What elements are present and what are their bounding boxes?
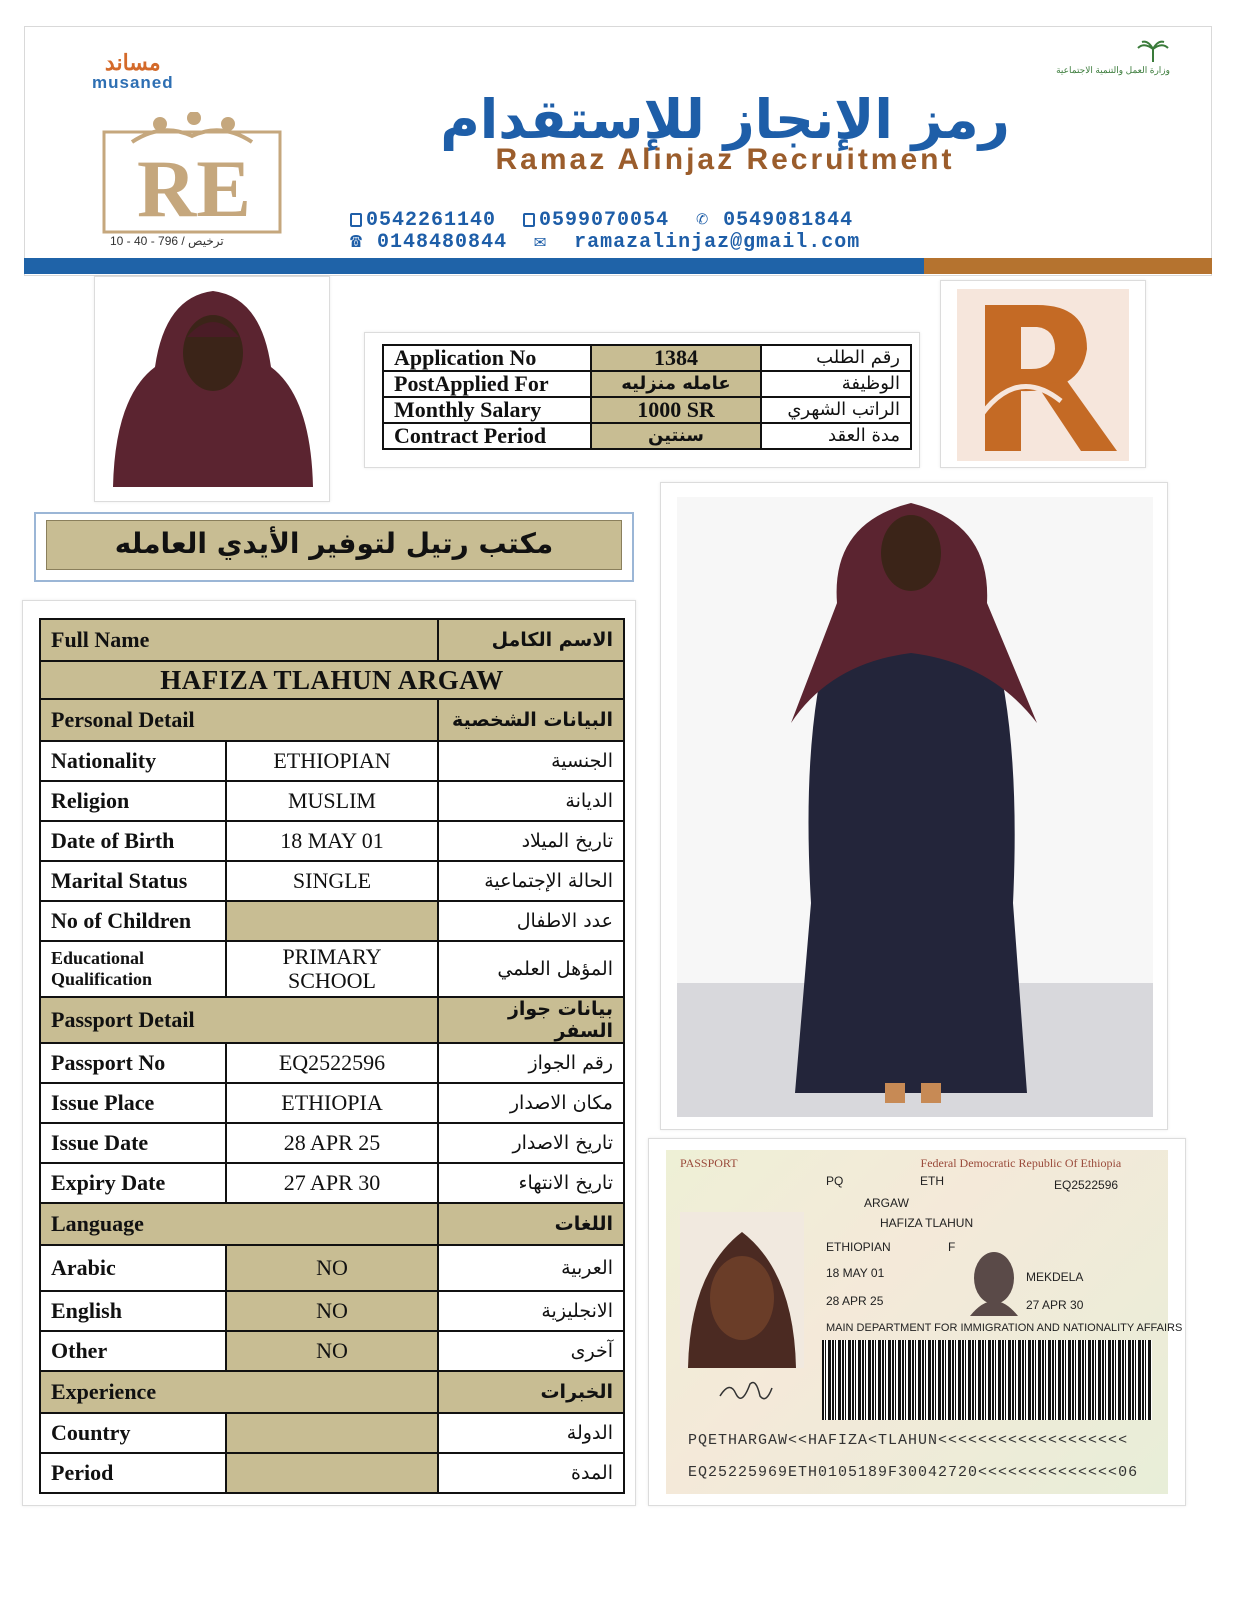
education-label-ar: المؤهل العلمي: [438, 941, 624, 997]
children-label-ar: عدد الاطفال: [438, 901, 624, 941]
passport-sex: F: [948, 1240, 956, 1254]
dob-value: 18 MAY 01: [226, 821, 438, 861]
email-icon: ✉: [534, 231, 548, 254]
passport-number: EQ2522596: [1054, 1178, 1119, 1192]
table-row: [40, 1083, 624, 1123]
landline-number: 0148480844: [377, 231, 508, 254]
period-value: [226, 1453, 438, 1493]
ministry-name: وزارة العمل والتنمية الاجتماعية: [1056, 65, 1170, 75]
expiry-date-value: 27 APR 30: [226, 1163, 438, 1203]
table-row: [40, 1163, 624, 1203]
passport-ghost-photo: [966, 1246, 1022, 1316]
header-bar-brown: [924, 258, 1212, 274]
passport-detail-title-ar: بيانات جواز السفر: [438, 997, 624, 1043]
passport-no-label: Passport No: [40, 1043, 226, 1083]
mobile-icon: [350, 213, 362, 227]
table-row: [383, 397, 911, 423]
marital-status-value: SINGLE: [226, 861, 438, 901]
ministry-logo: [1040, 40, 1170, 76]
signature-icon: [716, 1376, 776, 1406]
language-title: Language: [40, 1203, 438, 1245]
office-banner-text: مكتب رتيل لتوفير الأيدي العامله: [46, 520, 622, 570]
issue-place-label: Issue Place: [40, 1083, 226, 1123]
nationality-label: Nationality: [40, 741, 226, 781]
passport-no-label-ar: رقم الجواز: [438, 1043, 624, 1083]
arabic-label-ar: العربية: [438, 1245, 624, 1291]
table-row: [40, 861, 624, 901]
full-name-value: HAFIZA TLAHUN ARGAW: [40, 661, 624, 699]
children-value: [226, 901, 438, 941]
re-logo-letters: RE: [137, 143, 251, 234]
post-applied-value: عامله منزليه: [591, 371, 761, 397]
passport-doc-title: PASSPORT: [680, 1156, 738, 1170]
musaned-logo: [92, 52, 174, 93]
company-name-en: Ramaz Alinjaz Recruitment: [495, 143, 955, 176]
full-body-photo: [661, 483, 1167, 1129]
experience-title: Experience: [40, 1371, 438, 1413]
barcode-icon: [822, 1340, 1152, 1420]
phone-1-number: 0542261140: [366, 209, 497, 232]
personal-detail-title-ar: البيانات الشخصية: [438, 699, 624, 741]
table-row: [383, 371, 911, 397]
passport-surname: ARGAW: [864, 1196, 909, 1210]
personal-detail-title: Personal Detail: [40, 699, 438, 741]
period-label-ar: المدة: [438, 1453, 624, 1493]
phone-2-number: 0599070054: [539, 209, 670, 232]
table-row: [40, 901, 624, 941]
email-address: ramazalinjaz@gmail.com: [574, 231, 861, 254]
arabic-label: Arabic: [40, 1245, 226, 1291]
table-row: [40, 1291, 624, 1331]
passport-detail-header: [40, 997, 624, 1043]
post-applied-label: PostApplied For: [383, 371, 591, 397]
monthly-salary-label: Monthly Salary: [383, 397, 591, 423]
passport-authority: MAIN DEPARTMENT FOR IMMIGRATION AND NATIONALITY AFFAIRS: [826, 1322, 1183, 1334]
arabic-value: NO: [226, 1245, 438, 1291]
other-language-label-ar: آخرى: [438, 1331, 624, 1371]
passport-given-names: HAFIZA TLAHUN: [880, 1216, 974, 1230]
passport-type: PQ: [826, 1174, 844, 1188]
table-row: [40, 1453, 624, 1493]
passport-photo: [680, 1212, 804, 1368]
passport-country-code: ETH: [920, 1174, 944, 1188]
country-value: [226, 1413, 438, 1453]
table-row: [40, 741, 624, 781]
landline: [350, 231, 507, 254]
monthly-salary-value: 1000 SR: [591, 397, 761, 423]
religion-label-ar: الديانة: [438, 781, 624, 821]
application-no-label: Application No: [383, 345, 591, 371]
post-applied-label-ar: الوظيفة: [761, 371, 911, 397]
full-name-header-row: [40, 619, 624, 661]
re-logo-icon: [102, 112, 286, 236]
table-row: [383, 345, 911, 371]
musaned-logo-en: musaned: [92, 73, 174, 92]
religion-value: MUSLIM: [226, 781, 438, 821]
language-title-ar: اللغات: [438, 1203, 624, 1245]
musaned-logo-ar: مساند: [104, 50, 161, 75]
table-row: [40, 1043, 624, 1083]
contract-period-label: Contract Period: [383, 423, 591, 449]
company-name-ar: رمز الإنجاز للإستقدام: [440, 88, 1010, 151]
passport-expiry-date: 27 APR 30: [1026, 1298, 1084, 1312]
dob-label: Date of Birth: [40, 821, 226, 861]
telephone-icon: ☎: [350, 231, 364, 254]
portrait-photo-frame: [94, 276, 330, 502]
passport-place-of-birth: MEKDELA: [1026, 1270, 1084, 1284]
header-bar-blue: [24, 258, 924, 274]
table-row: [40, 781, 624, 821]
personal-detail-header: [40, 699, 624, 741]
full-body-photo-frame: [660, 482, 1168, 1130]
table-row: [40, 821, 624, 861]
license-number: 10 - 40 - 796 / ترخيص: [110, 234, 224, 248]
table-row: [40, 1123, 624, 1163]
other-language-value: NO: [226, 1331, 438, 1371]
table-row: [383, 423, 911, 449]
passport-header: [680, 1156, 1121, 1171]
experience-header: [40, 1371, 624, 1413]
issue-date-label: Issue Date: [40, 1123, 226, 1163]
table-row: [40, 1245, 624, 1291]
dob-label-ar: تاريخ الميلاد: [438, 821, 624, 861]
passport-no-value: EQ2522596: [226, 1043, 438, 1083]
marital-status-label: Marital Status: [40, 861, 226, 901]
expiry-date-label-ar: تاريخ الانتهاء: [438, 1163, 624, 1203]
mrz-line-2: EQ25225969ETH0105189F30042720<<<<<<<<<<<<<<06: [688, 1464, 1139, 1481]
passport-dob: 18 MAY 01: [826, 1266, 885, 1280]
mobile-icon: [523, 213, 535, 227]
country-label: Country: [40, 1413, 226, 1453]
experience-title-ar: الخبرات: [438, 1371, 624, 1413]
palm-icon: [1136, 40, 1170, 62]
passport-nationality: ETHIOPIAN: [826, 1240, 891, 1254]
country-label-ar: الدولة: [438, 1413, 624, 1453]
issue-place-label-ar: مكان الاصدار: [438, 1083, 624, 1123]
english-value: NO: [226, 1291, 438, 1331]
table-row: [40, 1331, 624, 1371]
application-no-value: 1384: [591, 345, 761, 371]
children-label: No of Children: [40, 901, 226, 941]
email: [534, 231, 860, 254]
application-table: [382, 344, 912, 450]
contract-period-label-ar: مدة العقد: [761, 423, 911, 449]
marital-status-label-ar: الحالة الإجتماعية: [438, 861, 624, 901]
full-name-label: Full Name: [40, 619, 438, 661]
expiry-date-label: Expiry Date: [40, 1163, 226, 1203]
nationality-value: ETHIOPIAN: [226, 741, 438, 781]
religion-label: Religion: [40, 781, 226, 821]
monthly-salary-label-ar: الراتب الشهري: [761, 397, 911, 423]
period-label: Period: [40, 1453, 226, 1493]
whatsapp-icon: ✆: [696, 209, 710, 232]
education-value: PRIMARY SCHOOL: [226, 941, 438, 997]
application-no-label-ar: رقم الطلب: [761, 345, 911, 371]
other-language-label: Other: [40, 1331, 226, 1371]
mrz-line-1: PQETHARGAW<<HAFIZA<TLAHUN<<<<<<<<<<<<<<<<<<<: [688, 1432, 1129, 1449]
portrait-photo: [95, 277, 329, 501]
nationality-label-ar: الجنسية: [438, 741, 624, 781]
full-name-row: [40, 661, 624, 699]
passport-issue-date: 28 APR 25: [826, 1294, 884, 1308]
passport-detail-title: Passport Detail: [40, 997, 438, 1043]
r-logo-icon: [941, 281, 1145, 467]
table-row: [40, 1413, 624, 1453]
issue-place-value: ETHIOPIA: [226, 1083, 438, 1123]
issue-date-value: 28 APR 25: [226, 1123, 438, 1163]
r-logo-frame: [940, 280, 1146, 468]
english-label-ar: الانجليزية: [438, 1291, 624, 1331]
contract-period-value: سنتين: [591, 423, 761, 449]
full-name-label-ar: الاسم الكامل: [438, 619, 624, 661]
english-label: English: [40, 1291, 226, 1331]
issue-date-label-ar: تاريخ الاصدار: [438, 1123, 624, 1163]
passport-country-header: Federal Democratic Republic Of Ethiopia: [920, 1156, 1122, 1170]
cv-table: [39, 618, 625, 1494]
education-label: Educational Qualification: [40, 941, 226, 997]
contact-line: [350, 228, 1110, 254]
phone-3-number: 0549081844: [723, 209, 854, 232]
table-row: [40, 941, 624, 997]
language-header: [40, 1203, 624, 1245]
